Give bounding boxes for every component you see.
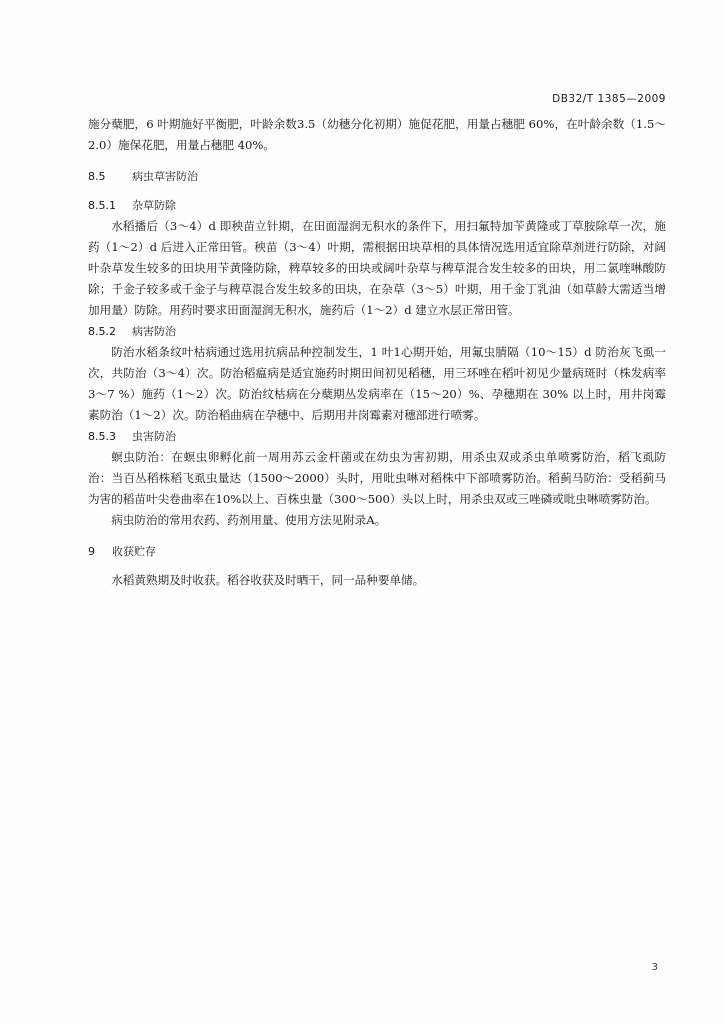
section-8-5-3-heading — [88, 426, 666, 447]
document-code: DB32/T 1385—2009 — [552, 93, 666, 105]
section-number: 8.5.3 — [88, 430, 116, 443]
section-number: 8.5.2 — [88, 325, 116, 338]
section-title: 虫害防治 — [132, 430, 176, 443]
section-8-5-heading — [88, 166, 666, 187]
page-number: 3 — [651, 962, 658, 973]
section-title: 病虫草害防治 — [132, 170, 198, 183]
appendix-reference-paragraph: 病虫防治的常用农药、药剂用量、使用方法见附录A。 — [111, 513, 387, 527]
weed-control-paragraph: 水稻播后（3～4）d 即秧苗立针期，在田面湿润无积水的条件下，用扫氟特加苄黄隆或丁草胺除草一次，施药（1～2）d 后进入正常田管。秧苗（3～4）叶期，需根据田块草相的具体情况选用适宜除草剂进行防除，对阔叶杂草发生较多的田块用苄黄隆防除，稗草较多的田块或阔叶杂草与稗草混合发生较多的田块，用二氯喹啉酸防除；千金子较多或千金子与稗草混合发生较多的田块，在杂草（3～5）叶期，用千金丁乳油（如草龄大需适当增加用量）防除。用药时要求田面湿润无积水，施药后（1～2）d 建立水层正常田管。 — [88, 219, 666, 317]
document-body — [88, 114, 666, 591]
disease-control-paragraph: 防治水稻条纹叶枯病通过选用抗病品种控制发生，1 叶1心期开始，用氟虫腈隔（10～15）d 防治灰飞虱一次，共防治（3～4）次。防治稻瘟病是适宜施药时期田间初见稻穗，用三环唑在稻叶初见少量病斑时（株发病率 3～7 %）施药（1～2）次。防治纹枯病在分蘖期丛发病率在（15～20）%、孕穗期在 30% 以上时，用井岗霉素防治（1～2）次。防治稻曲病在孕穗中、后期用井岗霉素对穗部进行喷雾。 — [88, 345, 666, 422]
section-8-5-2-heading — [88, 321, 666, 342]
section-number: 8.5.1 — [88, 199, 116, 212]
section-title: 病害防治 — [132, 325, 176, 338]
section-number: 8.5 — [88, 170, 106, 183]
section-9-heading — [88, 541, 666, 562]
intro-paragraph: 施分蘖肥，6 叶期施好平衡肥，叶龄余数3.5（幼穗分化初期）施促花肥，用量占穗肥 60%，在叶龄余数（1.5～2.0）施保花肥，用量占穗肥 40%。 — [88, 117, 666, 152]
pest-control-paragraph: 螟虫防治：在螟虫卵孵化前一周用苏云金杆菌或在幼虫为害初期，用杀虫双或杀虫单喷雾防治，稻飞虱防治：当百丛稻株稻飞虱虫量达（1500～2000）头时，用吡虫啉对稻株中下部喷雾防治。稻蓟马防治：受稻蓟马为害的稻苗叶尖卷曲率在10%以上、百株虫量（300～500）头以上时，用杀虫双或三唑磷或吡虫啉喷雾防治。 — [88, 450, 666, 506]
harvest-storage-paragraph: 水稻黄熟期及时收获。稻谷收获及时晒干，同一品种要单储。 — [111, 573, 425, 587]
section-title: 杂草防除 — [132, 199, 176, 212]
section-8-5-1-heading — [88, 195, 666, 216]
section-number: 9 — [88, 545, 95, 558]
section-title: 收获贮存 — [112, 545, 156, 558]
